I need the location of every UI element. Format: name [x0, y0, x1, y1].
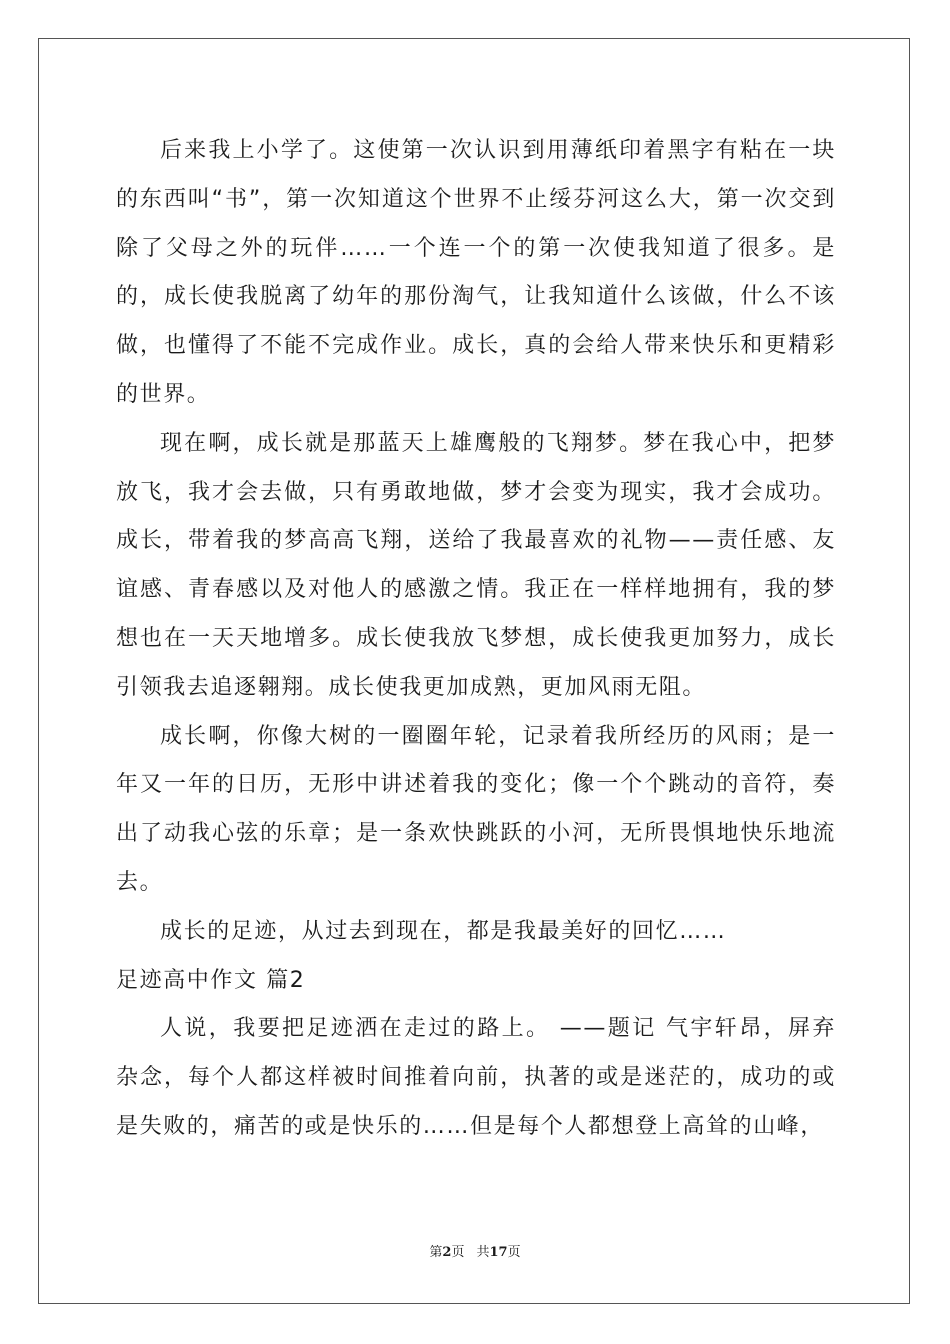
paragraph: 成长啊，你像大树的一圈圈年轮，记录着我所经历的风雨；是一年又一年的日历，无形中讲述着我的变化；像一个个跳动的音符，奏出了动我心弦的乐章；是一条欢快跳跃的小河，无所畏惧地快乐地流去。 — [116, 723, 836, 895]
paragraph: 成长的足迹，从过去到现在，都是我最美好的回忆…… — [160, 918, 727, 944]
paragraph: 人说，我要把足迹洒在走过的路上。 ——题记 气宇轩昂，屏弃杂念，每个人都这样被时间推着向前，执著的或是迷茫的，成功的或是失败的，痛苦的或是快乐的……但是每个人都想登上高耸的山峰， — [116, 1016, 836, 1139]
page-footer — [0, 1241, 950, 1260]
total-prefix: 共 — [476, 1245, 490, 1260]
page-prefix: 第 — [429, 1245, 443, 1260]
current-page-number: 2 — [442, 1245, 452, 1260]
total-suffix: 页 — [507, 1245, 521, 1260]
section-heading: 足迹高中作文 篇2 — [116, 967, 306, 993]
document-body — [116, 127, 836, 1152]
total-pages-number: 17 — [489, 1245, 508, 1260]
paragraph: 现在啊，成长就是那蓝天上雄鹰般的飞翔梦。梦在我心中，把梦放飞，我才会去做，只有勇敢地做，梦才会变为现实，我才会成功。成长，带着我的梦高高飞翔，送给了我最喜欢的礼物——责任感、友谊感、青春感以及对他人的感激之情。我正在一样样地拥有，我的梦想也在一天天地增多。成长使我放飞梦想，成长使我更加努力，成长引领我去追逐翱翔。成长使我更加成熟，更加风雨无阻。 — [116, 430, 836, 700]
page-suffix: 页 — [451, 1245, 465, 1260]
paragraph: 后来我上小学了。这使第一次认识到用薄纸印着黑字有粘在一块的东西叫“书”，第一次知道这个世界不止绥芬河这么大，第一次交到除了父母之外的玩伴……一个连一个的第一次使我知道了很多。是的，成长使我脱离了幼年的那份淘气，让我知道什么该做，什么不该做，也懂得了不能不完成作业。成长，真的会给人带来快乐和更精彩的世界。 — [116, 138, 836, 407]
